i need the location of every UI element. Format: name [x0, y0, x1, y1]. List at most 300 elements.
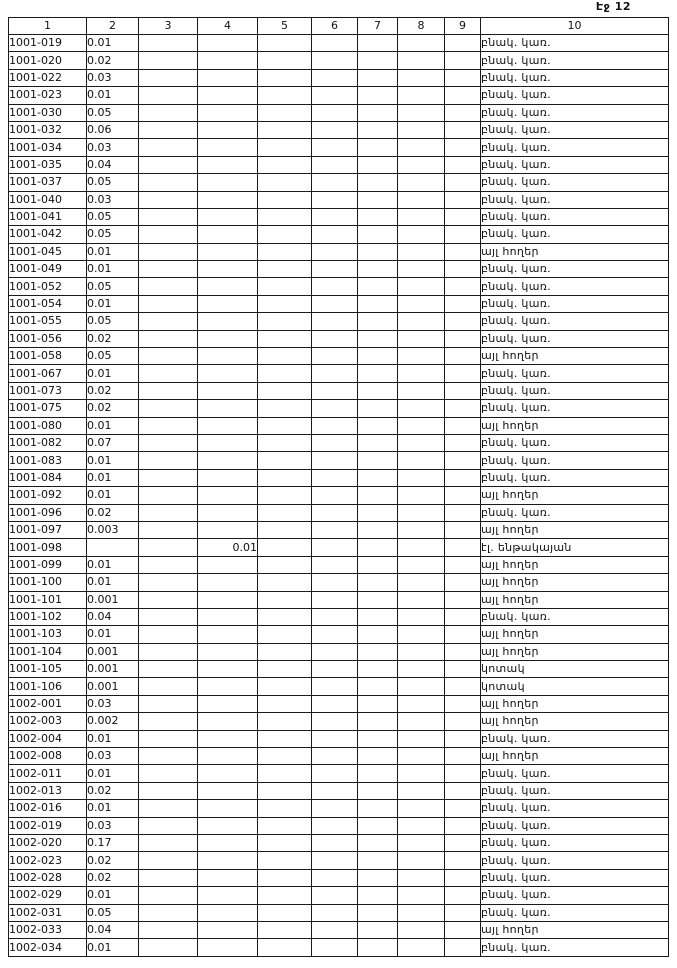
cell-col-1: 1002-031: [9, 904, 87, 921]
cell-col-3: [139, 921, 198, 938]
table-row: [9, 139, 669, 156]
cell-col-10: բնակ. կառ.: [481, 887, 669, 904]
cell-col-8: [398, 521, 445, 538]
cell-col-2: 0.01: [87, 730, 139, 747]
cell-col-5: [258, 278, 312, 295]
cell-col-1: 1001-037: [9, 174, 87, 191]
cell-col-3: [139, 69, 198, 86]
cell-col-2: 0.05: [87, 226, 139, 243]
cell-col-4: [198, 730, 258, 747]
cell-col-9: [445, 208, 481, 225]
cell-col-1: 1001-034: [9, 139, 87, 156]
cell-col-2: 0.01: [87, 887, 139, 904]
cell-col-2: 0.01: [87, 87, 139, 104]
cell-col-7: [358, 313, 398, 330]
cell-col-3: [139, 261, 198, 278]
cell-col-3: [139, 504, 198, 521]
cell-col-8: [398, 869, 445, 886]
cell-col-2: 0.001: [87, 591, 139, 608]
table-row: [9, 626, 669, 643]
cell-col-1: 1001-022: [9, 69, 87, 86]
cell-col-9: [445, 817, 481, 834]
cell-col-7: [358, 817, 398, 834]
cell-col-10: բնակ. կառ.: [481, 452, 669, 469]
cell-col-10: այլ հողեր: [481, 521, 669, 538]
cell-col-6: [312, 765, 358, 782]
cell-col-10: բնակ. կառ.: [481, 782, 669, 799]
cell-col-8: [398, 713, 445, 730]
cell-col-7: [358, 695, 398, 712]
cell-col-4: [198, 591, 258, 608]
cell-col-10: բնակ. կառ.: [481, 295, 669, 312]
cell-col-5: [258, 748, 312, 765]
cell-col-6: [312, 104, 358, 121]
cell-col-1: 1001-030: [9, 104, 87, 121]
cell-col-10: այլ հողեր: [481, 921, 669, 938]
cell-col-3: [139, 330, 198, 347]
cell-col-7: [358, 504, 398, 521]
cell-col-10: այլ հողեր: [481, 556, 669, 573]
cell-col-10: կոտակ: [481, 678, 669, 695]
cell-col-4: [198, 69, 258, 86]
cell-col-9: [445, 626, 481, 643]
cell-col-2: 0.04: [87, 608, 139, 625]
cell-col-2: 0.05: [87, 313, 139, 330]
cell-col-3: [139, 539, 198, 556]
cell-col-2: 0.01: [87, 261, 139, 278]
cell-col-3: [139, 208, 198, 225]
cell-col-10: կոտակ: [481, 661, 669, 678]
cell-col-3: [139, 295, 198, 312]
cell-col-8: [398, 156, 445, 173]
table-row: [9, 608, 669, 625]
table-row: [9, 643, 669, 660]
cell-col-2: 0.02: [87, 330, 139, 347]
cell-col-7: [358, 608, 398, 625]
cell-col-5: [258, 852, 312, 869]
cell-col-5: [258, 834, 312, 851]
cell-col-4: [198, 348, 258, 365]
cell-col-5: [258, 52, 312, 69]
cell-col-4: [198, 313, 258, 330]
cell-col-9: [445, 921, 481, 938]
cell-col-10: բնակ. կառ.: [481, 35, 669, 52]
cell-col-4: [198, 904, 258, 921]
cell-col-2: 0.01: [87, 626, 139, 643]
cell-col-7: [358, 261, 398, 278]
cell-col-9: [445, 295, 481, 312]
table-row: [9, 800, 669, 817]
cell-col-4: [198, 104, 258, 121]
cell-col-5: [258, 382, 312, 399]
cell-col-2: 0.05: [87, 174, 139, 191]
cell-col-9: [445, 400, 481, 417]
cell-col-3: [139, 626, 198, 643]
cell-col-4: 0.01: [198, 539, 258, 556]
cell-col-6: [312, 400, 358, 417]
cell-col-3: [139, 521, 198, 538]
cell-col-1: 1001-098: [9, 539, 87, 556]
column-header-9: 9: [445, 18, 481, 35]
cell-col-5: [258, 695, 312, 712]
cell-col-2: 0.002: [87, 713, 139, 730]
cell-col-9: [445, 35, 481, 52]
cell-col-9: [445, 574, 481, 591]
cell-col-8: [398, 852, 445, 869]
cell-col-5: [258, 295, 312, 312]
cell-col-2: 0.01: [87, 417, 139, 434]
cell-col-7: [358, 782, 398, 799]
cell-col-7: [358, 939, 398, 956]
table-row: [9, 313, 669, 330]
table-row: [9, 539, 669, 556]
cell-col-1: 1002-034: [9, 939, 87, 956]
cell-col-9: [445, 139, 481, 156]
cell-col-6: [312, 521, 358, 538]
cell-col-10: բնակ. կառ.: [481, 104, 669, 121]
cell-col-7: [358, 869, 398, 886]
cell-col-9: [445, 904, 481, 921]
cell-col-1: 1001-042: [9, 226, 87, 243]
cell-col-10: այլ հողեր: [481, 243, 669, 260]
cell-col-1: 1001-055: [9, 313, 87, 330]
cell-col-10: այլ հողեր: [481, 748, 669, 765]
cell-col-7: [358, 243, 398, 260]
table-row: [9, 191, 669, 208]
cell-col-1: 1001-035: [9, 156, 87, 173]
cell-col-7: [358, 434, 398, 451]
cell-col-1: 1002-033: [9, 921, 87, 938]
cell-col-6: [312, 69, 358, 86]
cell-col-4: [198, 556, 258, 573]
cell-col-8: [398, 295, 445, 312]
cell-col-1: 1001-080: [9, 417, 87, 434]
cell-col-1: 1001-099: [9, 556, 87, 573]
cell-col-5: [258, 904, 312, 921]
cell-col-5: [258, 226, 312, 243]
cell-col-1: 1001-104: [9, 643, 87, 660]
cell-col-8: [398, 382, 445, 399]
cell-col-9: [445, 365, 481, 382]
cell-col-8: [398, 626, 445, 643]
cell-col-6: [312, 713, 358, 730]
cell-col-1: 1001-020: [9, 52, 87, 69]
cell-col-6: [312, 469, 358, 486]
cell-col-6: [312, 208, 358, 225]
cell-col-4: [198, 887, 258, 904]
table-row: [9, 887, 669, 904]
cell-col-5: [258, 539, 312, 556]
cell-col-9: [445, 87, 481, 104]
cell-col-3: [139, 191, 198, 208]
cell-col-7: [358, 521, 398, 538]
cell-col-6: [312, 556, 358, 573]
cell-col-8: [398, 139, 445, 156]
table-row: [9, 104, 669, 121]
cell-col-4: [198, 174, 258, 191]
cell-col-5: [258, 591, 312, 608]
cell-col-5: [258, 261, 312, 278]
cell-col-4: [198, 417, 258, 434]
cell-col-7: [358, 748, 398, 765]
table-row: [9, 278, 669, 295]
cell-col-8: [398, 243, 445, 260]
cell-col-6: [312, 852, 358, 869]
cell-col-3: [139, 817, 198, 834]
cell-col-6: [312, 504, 358, 521]
cell-col-2: 0.02: [87, 382, 139, 399]
column-header-3: 3: [139, 18, 198, 35]
table-row: [9, 730, 669, 747]
cell-col-4: [198, 800, 258, 817]
cell-col-3: [139, 939, 198, 956]
cell-col-4: [198, 921, 258, 938]
cell-col-5: [258, 417, 312, 434]
cell-col-4: [198, 661, 258, 678]
cell-col-7: [358, 174, 398, 191]
cell-col-9: [445, 939, 481, 956]
table-row: [9, 208, 669, 225]
cell-col-3: [139, 591, 198, 608]
cell-col-3: [139, 87, 198, 104]
cell-col-8: [398, 782, 445, 799]
cell-col-7: [358, 35, 398, 52]
cell-col-9: [445, 713, 481, 730]
cell-col-3: [139, 748, 198, 765]
cell-col-8: [398, 348, 445, 365]
cell-col-1: 1002-020: [9, 834, 87, 851]
cell-col-5: [258, 730, 312, 747]
cell-col-1: 1002-013: [9, 782, 87, 799]
cell-col-6: [312, 313, 358, 330]
table-row: [9, 487, 669, 504]
cell-col-7: [358, 643, 398, 660]
cell-col-1: 1001-106: [9, 678, 87, 695]
table-row: [9, 904, 669, 921]
cell-col-7: [358, 487, 398, 504]
cell-col-9: [445, 243, 481, 260]
cell-col-2: 0.03: [87, 748, 139, 765]
cell-col-9: [445, 748, 481, 765]
cell-col-7: [358, 156, 398, 173]
cell-col-5: [258, 174, 312, 191]
table-row: [9, 921, 669, 938]
cell-col-1: 1001-082: [9, 434, 87, 451]
cell-col-8: [398, 661, 445, 678]
cell-col-3: [139, 139, 198, 156]
column-header-5: 5: [258, 18, 312, 35]
cell-col-7: [358, 52, 398, 69]
cell-col-10: այլ հողեր: [481, 417, 669, 434]
cell-col-9: [445, 521, 481, 538]
cell-col-7: [358, 852, 398, 869]
cell-col-6: [312, 156, 358, 173]
cell-col-7: [358, 678, 398, 695]
cell-col-2: [87, 539, 139, 556]
table-row: [9, 782, 669, 799]
cell-col-7: [358, 121, 398, 138]
cell-col-4: [198, 748, 258, 765]
cell-col-8: [398, 261, 445, 278]
table-body: [9, 35, 669, 957]
cell-col-2: 0.001: [87, 661, 139, 678]
cell-col-5: [258, 661, 312, 678]
cell-col-2: 0.05: [87, 278, 139, 295]
cell-col-4: [198, 765, 258, 782]
table-row: [9, 156, 669, 173]
cell-col-10: էլ. ենթակայան: [481, 539, 669, 556]
cell-col-6: [312, 417, 358, 434]
cell-col-3: [139, 713, 198, 730]
cell-col-2: 0.01: [87, 487, 139, 504]
table-row: [9, 434, 669, 451]
cell-col-4: [198, 713, 258, 730]
cell-col-6: [312, 365, 358, 382]
cell-col-3: [139, 278, 198, 295]
cell-col-5: [258, 626, 312, 643]
cell-col-4: [198, 35, 258, 52]
cell-col-7: [358, 295, 398, 312]
cell-col-9: [445, 261, 481, 278]
cell-col-5: [258, 348, 312, 365]
cell-col-4: [198, 295, 258, 312]
cell-col-5: [258, 574, 312, 591]
cell-col-5: [258, 921, 312, 938]
cell-col-6: [312, 261, 358, 278]
cell-col-3: [139, 121, 198, 138]
cell-col-9: [445, 591, 481, 608]
cell-col-7: [358, 730, 398, 747]
cell-col-10: բնակ. կառ.: [481, 852, 669, 869]
table-row: [9, 574, 669, 591]
cell-col-8: [398, 35, 445, 52]
cell-col-1: 1002-011: [9, 765, 87, 782]
cell-col-4: [198, 121, 258, 138]
cell-col-9: [445, 121, 481, 138]
cell-col-8: [398, 208, 445, 225]
cell-col-3: [139, 487, 198, 504]
cell-col-7: [358, 382, 398, 399]
cell-col-7: [358, 626, 398, 643]
cell-col-2: 0.01: [87, 295, 139, 312]
cell-col-7: [358, 139, 398, 156]
table-row: [9, 939, 669, 956]
cell-col-4: [198, 191, 258, 208]
cell-col-6: [312, 52, 358, 69]
table-row: [9, 243, 669, 260]
cell-col-9: [445, 382, 481, 399]
cell-col-6: [312, 782, 358, 799]
cell-col-9: [445, 330, 481, 347]
cell-col-8: [398, 487, 445, 504]
cell-col-10: բնակ. կառ.: [481, 226, 669, 243]
cell-col-10: բնակ. կառ.: [481, 730, 669, 747]
cell-col-5: [258, 156, 312, 173]
cell-col-8: [398, 313, 445, 330]
cell-col-5: [258, 365, 312, 382]
cell-col-2: 0.03: [87, 191, 139, 208]
cell-col-9: [445, 608, 481, 625]
cell-col-7: [358, 226, 398, 243]
cell-col-10: բնակ. կառ.: [481, 52, 669, 69]
cell-col-10: բնակ. կառ.: [481, 313, 669, 330]
cell-col-2: 0.07: [87, 434, 139, 451]
cell-col-7: [358, 278, 398, 295]
cell-col-5: [258, 608, 312, 625]
cell-col-9: [445, 678, 481, 695]
cell-col-5: [258, 35, 312, 52]
cell-col-6: [312, 626, 358, 643]
cell-col-2: 0.02: [87, 504, 139, 521]
cell-col-8: [398, 365, 445, 382]
cell-col-10: բնակ. կառ.: [481, 434, 669, 451]
cell-col-5: [258, 817, 312, 834]
cell-col-3: [139, 608, 198, 625]
cell-col-4: [198, 452, 258, 469]
cell-col-10: այլ հողեր: [481, 591, 669, 608]
cell-col-6: [312, 834, 358, 851]
cell-col-10: բնակ. կառ.: [481, 208, 669, 225]
cell-col-10: այլ հողեր: [481, 574, 669, 591]
cell-col-8: [398, 591, 445, 608]
cell-col-8: [398, 643, 445, 660]
cell-col-2: 0.01: [87, 800, 139, 817]
cell-col-8: [398, 121, 445, 138]
cell-col-8: [398, 226, 445, 243]
table-row: [9, 869, 669, 886]
cell-col-7: [358, 800, 398, 817]
cell-col-6: [312, 382, 358, 399]
cell-col-3: [139, 904, 198, 921]
table-row: [9, 661, 669, 678]
cell-col-4: [198, 243, 258, 260]
cell-col-4: [198, 434, 258, 451]
cell-col-5: [258, 330, 312, 347]
cell-col-5: [258, 487, 312, 504]
cell-col-2: 0.03: [87, 139, 139, 156]
cell-col-10: բնակ. կառ.: [481, 139, 669, 156]
cell-col-8: [398, 834, 445, 851]
cell-col-2: 0.04: [87, 156, 139, 173]
table-row: [9, 35, 669, 52]
cell-col-8: [398, 556, 445, 573]
table-row: [9, 678, 669, 695]
table-row: [9, 713, 669, 730]
cell-col-5: [258, 69, 312, 86]
cell-col-8: [398, 452, 445, 469]
cell-col-10: բնակ. կառ.: [481, 869, 669, 886]
cell-col-6: [312, 817, 358, 834]
cell-col-8: [398, 104, 445, 121]
cell-col-3: [139, 452, 198, 469]
cell-col-5: [258, 139, 312, 156]
cell-col-5: [258, 521, 312, 538]
cell-col-4: [198, 156, 258, 173]
cell-col-10: բնակ. կառ.: [481, 608, 669, 625]
cell-col-10: բնակ. կառ.: [481, 174, 669, 191]
cell-col-3: [139, 661, 198, 678]
cell-col-10: բնակ. կառ.: [481, 156, 669, 173]
cell-col-5: [258, 87, 312, 104]
cell-col-4: [198, 869, 258, 886]
cell-col-7: [358, 191, 398, 208]
cell-col-3: [139, 695, 198, 712]
cell-col-4: [198, 574, 258, 591]
cell-col-7: [358, 417, 398, 434]
cell-col-5: [258, 643, 312, 660]
cell-col-4: [198, 852, 258, 869]
cell-col-6: [312, 487, 358, 504]
